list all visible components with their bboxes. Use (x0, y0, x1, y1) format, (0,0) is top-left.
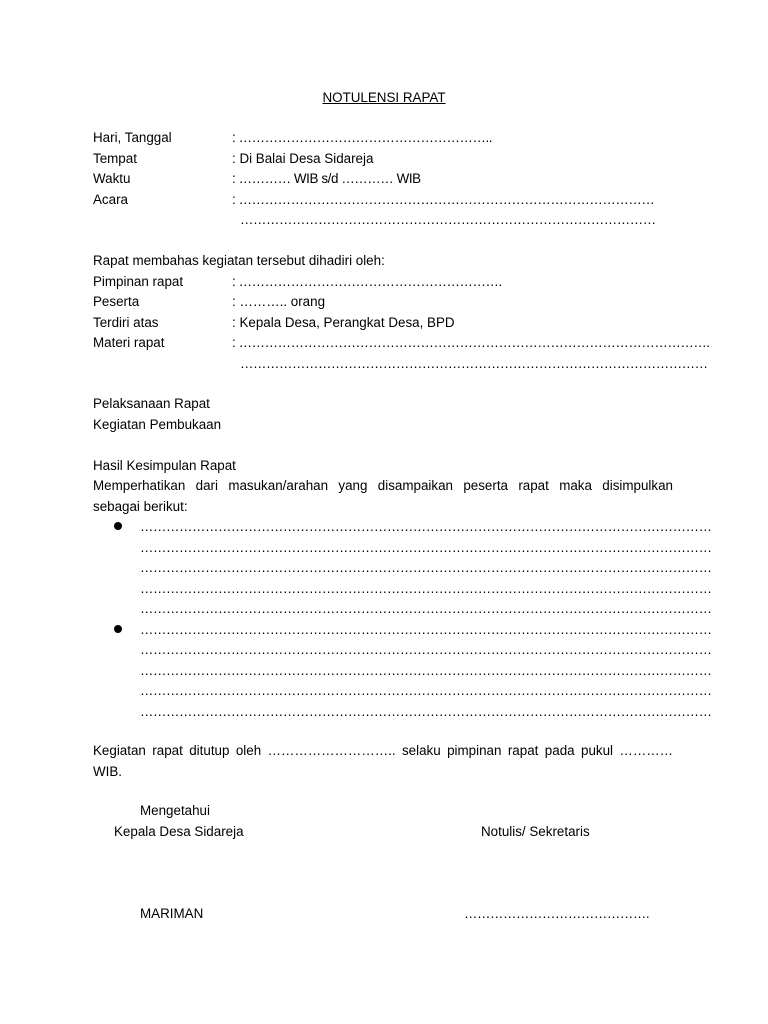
field-label-materi-rapat: Materi rapat (93, 335, 165, 350)
bullet-1-line: …………………………………………………………………………………………………………………… (140, 601, 712, 616)
field-label-peserta: Peserta (93, 294, 140, 309)
kepala-desa-title: Kepala Desa Sidareja (114, 824, 244, 839)
field-label-terdiri-atas: Terdiri atas (93, 315, 159, 330)
bullet-1-marker (114, 522, 122, 530)
mengetahui-label: Mengetahui (140, 803, 210, 818)
attendance-intro: Rapat membahas kegiatan tersebut dihadiri oleh: (93, 253, 385, 268)
bullet-2-line: …………………………………………………………………………………………………………………… (140, 704, 712, 719)
notulis-signature-name: ……………………………………. (464, 906, 650, 921)
bullet-1-line: …………………………………………………………………………………………………………………… (140, 560, 712, 575)
field-value-terdiri-atas: : Kepala Desa, Perangkat Desa, BPD (232, 315, 455, 330)
notulis-title: Notulis/ Sekretaris (481, 824, 590, 839)
field-label-acara: Acara (93, 192, 128, 207)
kepala-desa-signature-name: MARIMAN (140, 906, 204, 921)
bullet-2-line: …………………………………………………………………………………………………………………… (140, 663, 712, 678)
field-label-waktu: Waktu (93, 171, 131, 186)
field-value-materi-rapat-continuation: ……………………………………………………………………………………………… (240, 356, 708, 371)
field-label-hari-tanggal: Hari, Tanggal (93, 130, 172, 145)
field-value-acara-continuation: …………………………………………………………………………………… (240, 212, 656, 227)
bullet-1-line: …………………………………………………………………………………………………………………… (140, 519, 712, 534)
bullet-1-line: …………………………………………………………………………………………………………………… (140, 540, 712, 555)
bullet-2-line: …………………………………………………………………………………………………………………… (140, 622, 712, 637)
field-label-tempat: Tempat (93, 151, 137, 166)
section-hasil-kesimpulan: Hasil Kesimpulan Rapat (93, 458, 236, 473)
field-value-tempat: : Di Balai Desa Sidareja (232, 151, 374, 166)
field-value-waktu: : ………… WIB s/d ………… WIB (232, 171, 421, 186)
conclusion-paragraph-line-2: sebagai berikut: (93, 499, 188, 514)
field-value-pimpinan-rapat: : ……………………………………………………. (232, 274, 502, 289)
document-title: NOTULENSI RAPAT (322, 90, 446, 105)
closing-paragraph-line-1: Kegiatan rapat ditutup oleh ……………………….. selaku pimpinan rapat pada pukul ………… (93, 743, 673, 758)
closing-paragraph-line-2: WIB. (93, 764, 123, 779)
field-value-peserta: : ……….. orang (232, 294, 326, 309)
bullet-2-line: …………………………………………………………………………………………………………………… (140, 683, 712, 698)
section-pelaksanaan-rapat: Pelaksanaan Rapat (93, 396, 210, 411)
section-kegiatan-pembukaan: Kegiatan Pembukaan (93, 417, 222, 432)
field-value-materi-rapat: : ………………………………………………………………………………………………. (232, 335, 710, 350)
field-value-hari-tanggal: : ………………………………………………….. (232, 130, 493, 145)
bullet-2-line: …………………………………………………………………………………………………………………… (140, 642, 712, 657)
bullet-1-line: …………………………………………………………………………………………………………………… (140, 581, 712, 596)
field-value-acara: : …………………………………………………………………………………… (232, 192, 655, 207)
conclusion-paragraph-line-1: Memperhatikan dari masukan/arahan yang disampaikan peserta rapat maka disimpulkan (93, 478, 673, 493)
field-label-pimpinan-rapat: Pimpinan rapat (93, 274, 184, 289)
bullet-2-marker (114, 625, 122, 633)
